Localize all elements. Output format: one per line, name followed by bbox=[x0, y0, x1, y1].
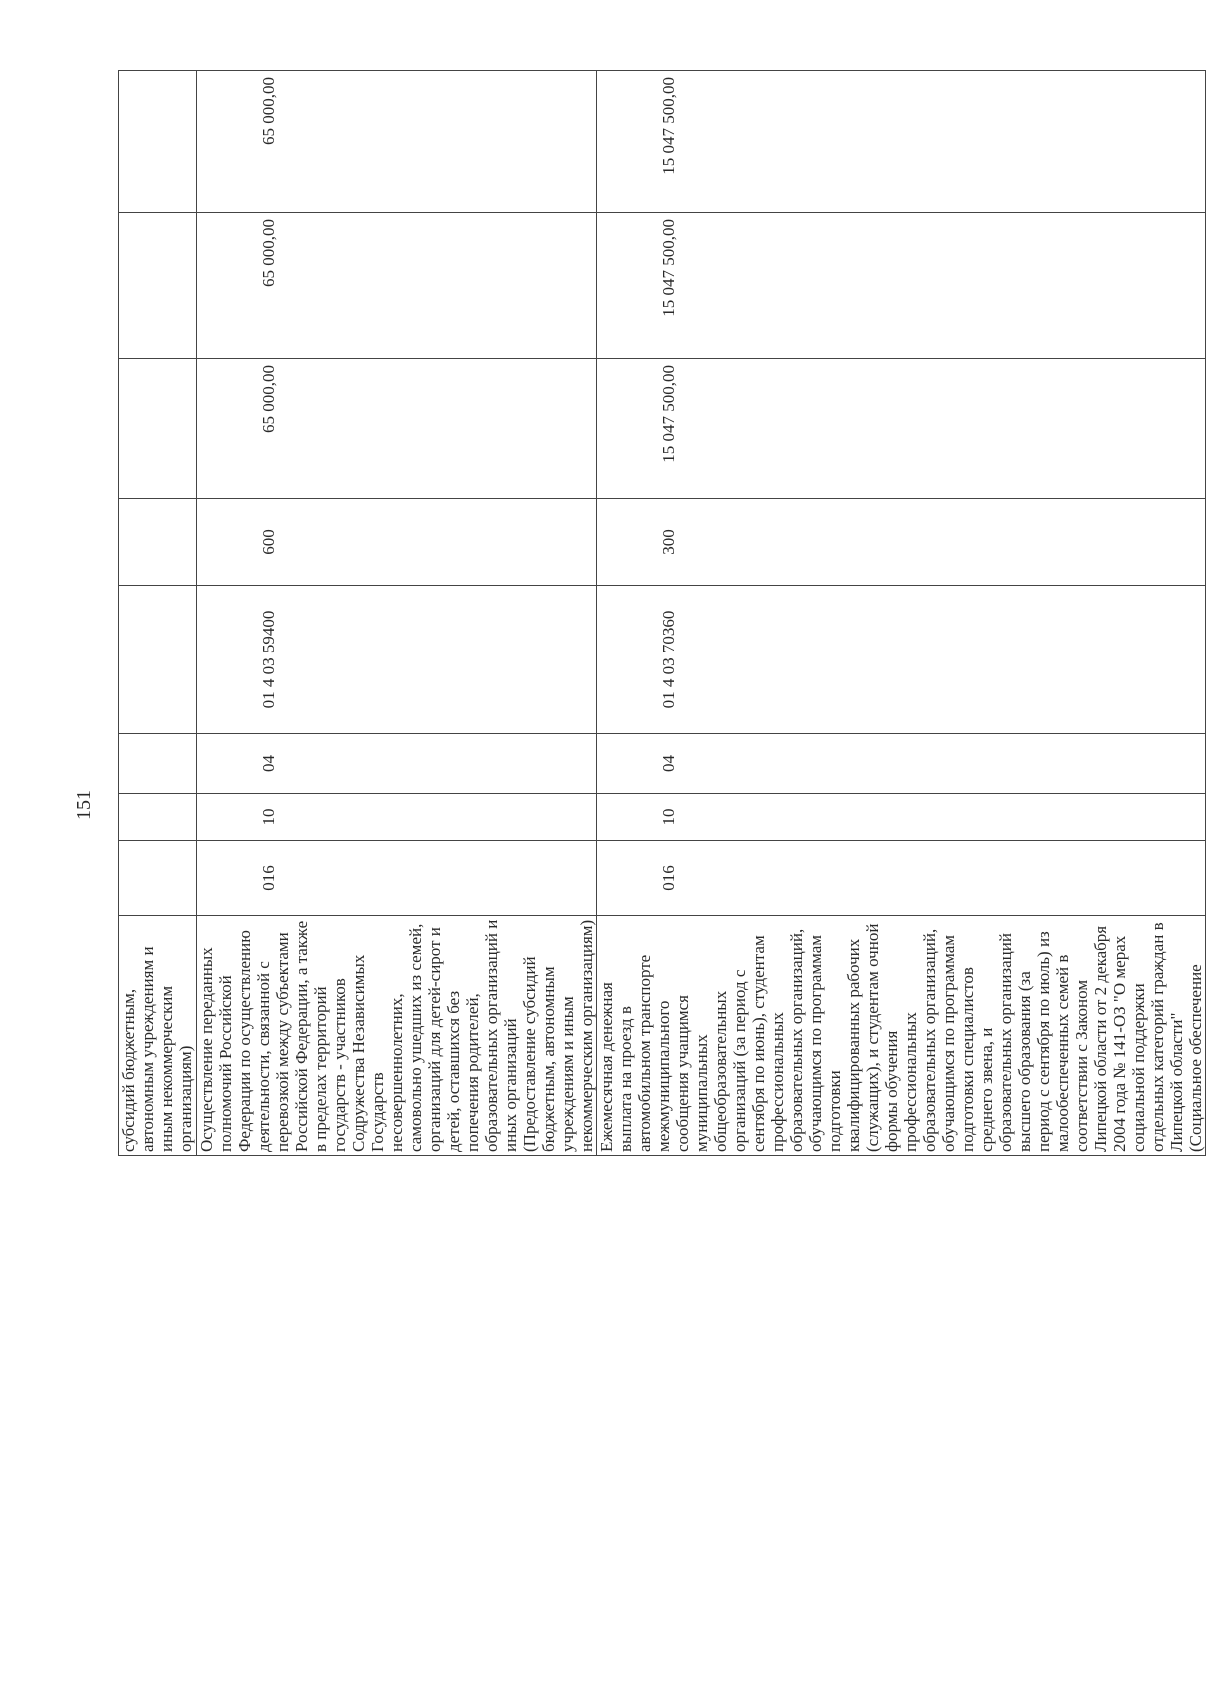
amount-2 bbox=[119, 213, 197, 359]
subsection-code: 04 bbox=[597, 734, 1206, 794]
section-code: 10 bbox=[597, 794, 1206, 841]
table-row bbox=[119, 71, 197, 1156]
amount-2: 15 047 500,00 bbox=[597, 213, 1206, 359]
amount-3: 15 047 500,00 bbox=[597, 71, 1206, 213]
amount-3 bbox=[119, 71, 197, 213]
section-code: 10 bbox=[197, 794, 597, 841]
amount-1: 15 047 500,00 bbox=[597, 359, 1206, 499]
section-code bbox=[119, 794, 197, 841]
table-row bbox=[597, 71, 1206, 1156]
budget-table bbox=[118, 70, 1206, 1156]
rotated-page-content bbox=[118, 71, 1205, 1156]
expense-type-code: 600 bbox=[197, 499, 597, 586]
amount-3: 65 000,00 bbox=[197, 71, 597, 213]
page-number: 151 bbox=[73, 790, 95, 820]
admin-code: 016 bbox=[597, 841, 1206, 916]
row-description: субсидий бюджетным, автономным учреждениям и иным некоммерческим организациям) bbox=[119, 916, 197, 1156]
amount-1: 65 000,00 bbox=[197, 359, 597, 499]
amount-2: 65 000,00 bbox=[197, 213, 597, 359]
target-code: 01 4 03 59400 bbox=[197, 586, 597, 734]
subsection-code: 04 bbox=[197, 734, 597, 794]
target-code bbox=[119, 586, 197, 734]
subsection-code bbox=[119, 734, 197, 794]
expense-type-code bbox=[119, 499, 197, 586]
admin-code bbox=[119, 841, 197, 916]
table-row bbox=[197, 71, 597, 1156]
row-description: Осуществление переданных полномочий Российской Федерации по осуществлению деятельности, связанной с перевозкой между субъектами Российской Федерации, а также в пределах территорий государств - участников Содружества Независимых Государств несовершеннолетних, самовольно ушедших из семей, организаций для детей-сирот и детей, оставшихся без попечения родителей, образовательных организаций и иных организаций (Предоставление субсидий бюджетным, автономным учреждениям и иным некоммерческим организациям) bbox=[197, 916, 597, 1156]
amount-1 bbox=[119, 359, 197, 499]
target-code: 01 4 03 70360 bbox=[597, 586, 1206, 734]
admin-code: 016 bbox=[197, 841, 597, 916]
row-description: Ежемесячная денежная выплата на проезд в автомобильном транспорте межмуниципального сообщения учащимся муниципальных общеобразовательных организаций (за период с сентября по июнь), студентам профессиональных образовательных организаций, обучающимся по программам подготовки квалифицированных рабочих (служащих), и студентам очной формы обучения профессиональных образовательных организаций, обучающимся по программам подготовки специалистов среднего звена, и образовательных организаций высшего образования (за период с сентября по июль) из малообеспеченных семей в соответствии с Законом Липецкой области от 2 декабря 2004 года № 141-ОЗ "О мерах социальной поддержки отдельных категорий граждан в Липецкой области" (Социальное обеспечение bbox=[597, 916, 1206, 1156]
expense-type-code: 300 bbox=[597, 499, 1206, 586]
